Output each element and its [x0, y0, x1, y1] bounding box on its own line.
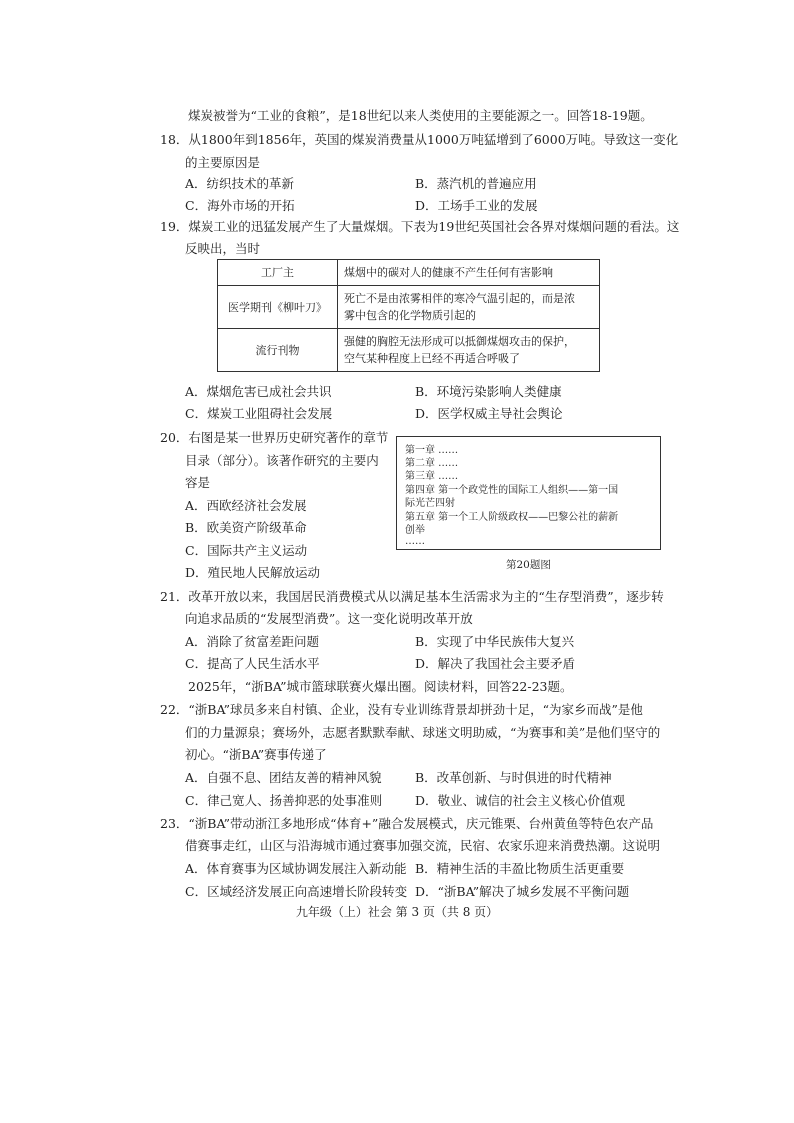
table-cell-source: 医学期刊《柳叶刀》 — [218, 286, 338, 329]
toc-line: 际光芒四射 — [405, 498, 455, 509]
q22-stem-1: 22．“浙BA”球员多来自村镇、企业，没有专业训练背景却拼劲十足，“为家乡而战”是他 — [160, 702, 643, 717]
q18-option-c[interactable]: C．海外市场的开拓 — [185, 198, 295, 213]
q22-option-d[interactable]: D．敬业、诚信的社会主义核心价值观 — [415, 793, 626, 808]
q22-option-b[interactable]: B．改革创新、与时俱进的时代精神 — [415, 770, 612, 785]
q18-stem-2: 的主要原因是 — [185, 155, 261, 170]
toc-line: …… — [405, 536, 425, 547]
q21-option-c[interactable]: C．提高了人民生活水平 — [185, 656, 320, 671]
q18-option-a[interactable]: A．纺织技术的革新 — [185, 176, 295, 191]
toc-line: 第五章 第一个工人阶级政权——巴黎公社的薪新 — [405, 512, 619, 523]
q22-option-c[interactable]: C．律己宽人、扬善抑恶的处事准则 — [185, 793, 383, 808]
toc-line: 创举 — [405, 525, 425, 536]
q19-option-c[interactable]: C．煤炭工业阻碍社会发展 — [185, 406, 333, 421]
toc-line: 第三章 …… — [405, 471, 459, 482]
view-line: 煤烟中的碳对人的健康不产生任何有害影响 — [344, 266, 553, 280]
toc-line: 第四章 第一个政党性的国际工人组织——第一国 — [405, 485, 619, 496]
q19-option-b[interactable]: B．环境污染影响人类健康 — [415, 384, 562, 399]
table-cell-source: 工厂主 — [218, 260, 338, 286]
intro-18: 煤炭被誉为“工业的食粮”，是18世纪以来人类使用的主要能源之一。回答18-19题。 — [188, 108, 653, 123]
page-footer: 九年级（上）社会 第 3 页（共 8 页） — [295, 905, 499, 919]
table-cell-source: 流行刊物 — [218, 329, 338, 372]
q23-option-c[interactable]: C．区域经济发展正向高速增长阶段转变 — [185, 884, 408, 899]
table-row — [218, 329, 600, 372]
table-cell-view — [338, 260, 600, 286]
q23-option-a[interactable]: A．体育赛事为区域协调发展注入新动能 — [185, 861, 407, 876]
q22-stem-2: 们的力量源泉；赛场外，志愿者默默奉献、球迷文明助威，“为赛事和美”是他们坚守的 — [185, 725, 661, 740]
q23-option-b[interactable]: B．精神生活的丰盈比物质生活更重要 — [415, 861, 625, 876]
q18-option-b[interactable]: B．蒸汽机的普遍应用 — [415, 176, 537, 191]
q21-option-d[interactable]: D．解决了我国社会主要矛盾 — [415, 656, 576, 671]
q20-stem-1: 20．右图是某一世界历史研究著作的章节 — [160, 430, 389, 445]
q22-option-a[interactable]: A．自强不息、团结友善的精神风貌 — [185, 770, 382, 785]
q20-option-b[interactable]: B．欧美资产阶级革命 — [185, 520, 307, 535]
q20-option-a[interactable]: A．西欧经济社会发展 — [185, 498, 307, 513]
q19-stem-1: 19．煤炭工业的迅猛发展产生了大量煤烟。下表为19世纪英国社会各界对煤烟问题的看法。这 — [160, 219, 680, 234]
q18-stem-1: 18．从1800年到1856年，英国的煤炭消费量从1000万吨猛增到了6000万吨。导致这一变化 — [160, 132, 679, 147]
view-line: 强健的胸腔无法形成可以抵御煤烟攻击的保护， — [344, 335, 575, 349]
q19-option-a[interactable]: A．煤烟危害已成社会共识 — [185, 384, 332, 399]
q18-option-d[interactable]: D．工场手工业的发展 — [415, 198, 538, 213]
intro-22: 2025年，“浙BA”城市篮球联赛火爆出圈。阅读材料，回答22-23题。 — [188, 679, 573, 694]
q23-stem-1: 23．“浙BA”带动浙江多地形成“体育+”融合发展模式，庆元锥栗、台州黄鱼等特色农产品 — [160, 816, 654, 831]
table-row — [218, 260, 600, 286]
q23-stem-2: 借赛事走红，山区与沿海城市通过赛事加强交流，民宿、农家乐迎来消费热潮。这说明 — [185, 838, 661, 853]
table-cell-view — [338, 286, 600, 329]
view-line: 雾中包含的化学物质引起的 — [344, 309, 476, 323]
q21-stem-2: 向追求品质的“发展型消费”。这一变化说明改革开放 — [185, 611, 473, 626]
q23-option-d[interactable]: D．“浙BA”解决了城乡发展不平衡问题 — [415, 884, 630, 899]
view-line: 空气某种程度上已经不再适合呼吸了 — [344, 352, 520, 366]
q20-table-of-contents — [396, 436, 661, 550]
table-row — [218, 286, 600, 329]
q21-stem-1: 21．改革开放以来，我国居民消费模式从以满足基本生活需求为主的“生存型消费”，逐步转 — [160, 589, 664, 604]
table-cell-view — [338, 329, 600, 372]
q20-option-d[interactable]: D．殖民地人民解放运动 — [185, 565, 321, 580]
q21-option-b[interactable]: B．实现了中华民族伟大复兴 — [415, 634, 575, 649]
q19-stem-2: 反映出，当时 — [185, 241, 261, 256]
q20-option-c[interactable]: C．国际共产主义运动 — [185, 543, 308, 558]
view-line: 死亡不是由浓雾相伴的寒冷气温引起的，而是浓 — [344, 292, 575, 306]
toc-line: 第一章 …… — [405, 445, 459, 456]
q20-figure-caption: 第20题图 — [506, 559, 551, 571]
q22-stem-3: 初心。“浙BA”赛事传递了 — [185, 747, 327, 762]
toc-line: 第二章 …… — [405, 458, 459, 469]
q20-stem-3: 容是 — [185, 475, 211, 490]
q20-stem-2: 目录（部分）。该著作研究的主要内 — [185, 453, 379, 468]
q19-opinion-table — [217, 259, 600, 372]
q21-option-a[interactable]: A．消除了贫富差距问题 — [185, 634, 320, 649]
q19-option-d[interactable]: D．医学权威主导社会舆论 — [415, 406, 563, 421]
